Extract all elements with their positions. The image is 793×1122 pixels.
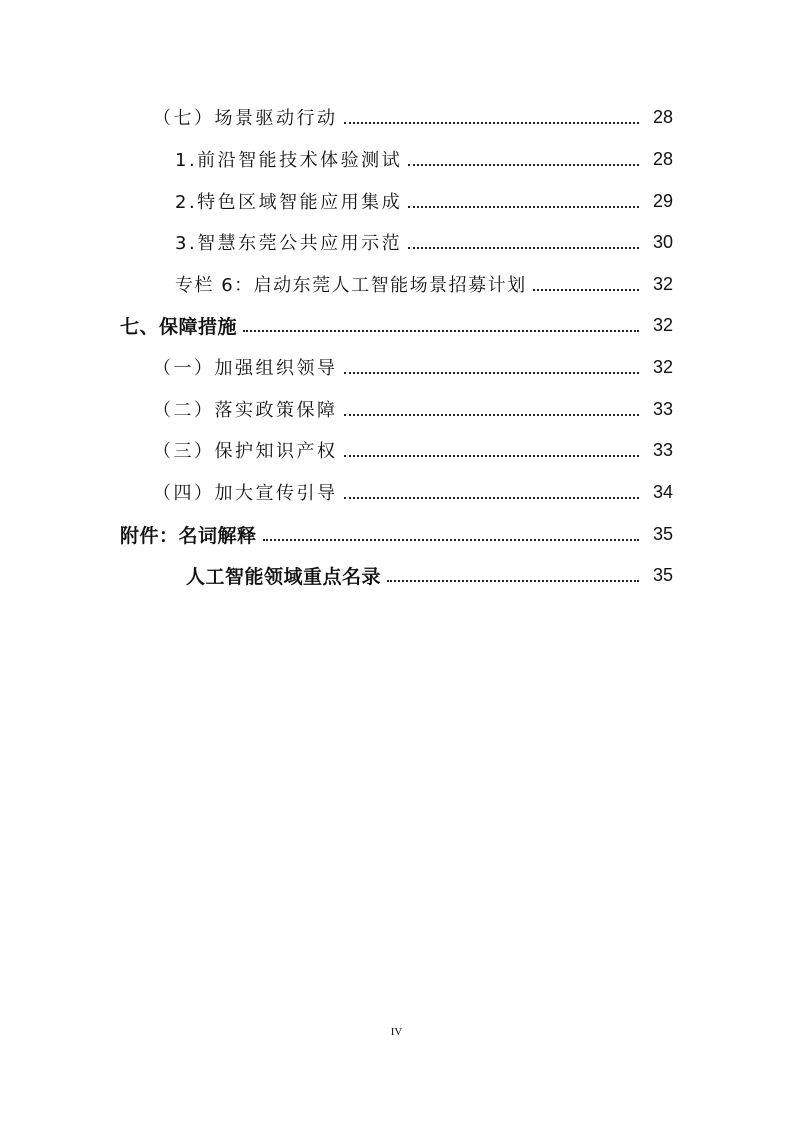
toc-dot-leader: [243, 330, 639, 332]
toc-entry-page: 32: [652, 314, 673, 335]
toc-dot-leader: [344, 455, 640, 457]
toc-dot-leader: [344, 372, 640, 374]
toc-entry-title: 2.特色区域智能应用集成: [175, 192, 403, 213]
toc-entry-title: 专栏 6：启动东莞人工智能场景招募计划: [175, 275, 527, 296]
toc-entry-title: （二）落实政策保障: [153, 400, 338, 421]
toc-entry-page: 32: [652, 273, 673, 294]
toc-entry-title: （七）场景驱动行动: [153, 108, 338, 129]
toc-entry[interactable]: [175, 228, 673, 256]
toc-dot-leader: [263, 539, 639, 541]
toc-dot-leader: [408, 247, 639, 249]
toc-entry-page: 29: [652, 190, 673, 211]
toc-entry-page: 35: [652, 564, 673, 585]
toc-dot-leader: [344, 414, 640, 416]
toc-dot-leader: [533, 289, 639, 291]
toc-dot-leader: [408, 164, 639, 166]
toc-entry[interactable]: [175, 187, 673, 215]
page-number: IV: [390, 1026, 403, 1038]
toc-entry-title: 附件：名词解释: [120, 524, 257, 547]
toc-entry-title: （一）加强组织领导: [153, 358, 338, 379]
toc-entry[interactable]: [175, 145, 673, 173]
toc-dot-leader: [344, 497, 640, 499]
toc-entry[interactable]: [153, 395, 673, 423]
toc-entry-page: 32: [652, 356, 673, 377]
toc-dot-leader: [387, 580, 639, 582]
toc-entry-page: 33: [652, 439, 673, 460]
toc-entry-page: 28: [652, 106, 673, 127]
toc-entry-title: 七、保障措施: [120, 315, 238, 338]
toc-entry[interactable]: [120, 520, 673, 548]
toc-entry-page: 30: [652, 231, 673, 252]
toc-entry[interactable]: [186, 561, 673, 589]
toc-entry-title: （四）加大宣传引导: [153, 483, 338, 504]
toc-entry-title: 人工智能领域重点名录: [186, 565, 382, 588]
toc-entry[interactable]: [120, 311, 673, 339]
toc-entry[interactable]: [153, 103, 673, 131]
toc-entry[interactable]: [175, 270, 673, 298]
toc-entry-title: 1.前沿智能技术体验测试: [175, 150, 403, 171]
toc-dot-leader: [344, 122, 640, 124]
toc-entry[interactable]: [153, 478, 673, 506]
toc-entry[interactable]: [153, 436, 673, 464]
toc-dot-leader: [408, 206, 639, 208]
toc-entry[interactable]: [153, 353, 673, 381]
toc-entry-page: 28: [652, 148, 673, 169]
toc-entry-page: 35: [652, 523, 673, 544]
toc-entry-page: 33: [652, 398, 673, 419]
toc-entry-title: （三）保护知识产权: [153, 441, 338, 462]
toc-entry-title: 3.智慧东莞公共应用示范: [175, 233, 403, 254]
toc-entry-page: 34: [652, 481, 673, 502]
